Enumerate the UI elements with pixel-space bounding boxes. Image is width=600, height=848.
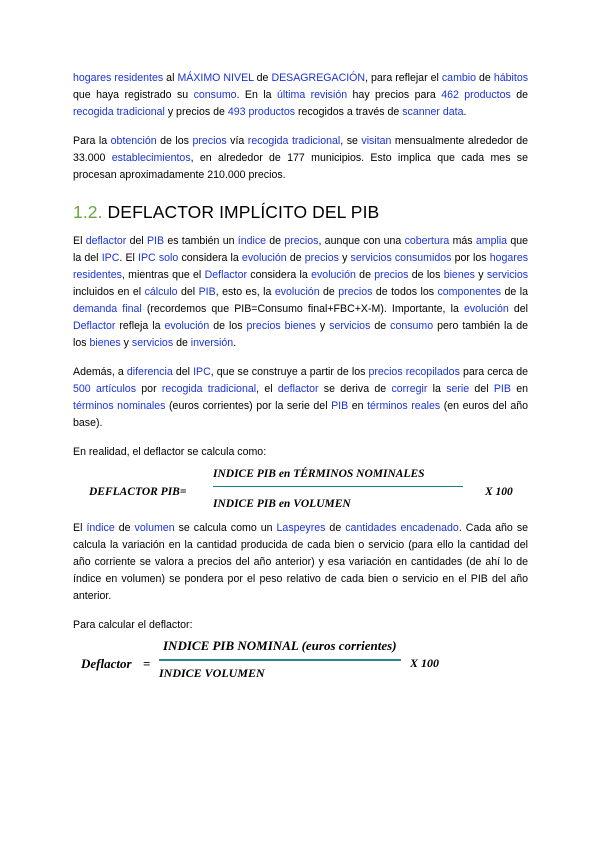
link-cantidades-encadenado[interactable]: cantidades encadenado	[345, 522, 459, 534]
link-ipc[interactable]: IPC	[193, 366, 211, 378]
link-precios[interactable]: precios	[192, 135, 227, 147]
link-scanner-data[interactable]: scanner data	[402, 106, 464, 118]
formula-equals: =	[143, 656, 151, 671]
link-pib[interactable]: PIB	[493, 383, 511, 395]
link-componentes[interactable]: componentes	[437, 286, 502, 298]
spacer	[73, 461, 528, 468]
link-ultima-revision[interactable]: última revisión	[276, 89, 348, 101]
spacer	[73, 605, 528, 617]
spacer	[73, 352, 528, 364]
paragraph-1: hogares residentes al MÁXIMO NIVEL de DESAGREGACIÓN, para reflejar el cambio de hábitos que haya registrado su consumo. En la última revisión hay precios para 462 productos de recogida tradicional y precios de 493 productos recogidos a través de scanner data.	[73, 72, 529, 118]
link-evolucion[interactable]: evolución	[463, 303, 509, 315]
link-desagregacion[interactable]: DESAGREGACIÓN	[271, 72, 366, 84]
link-ipc[interactable]: IPC	[101, 252, 120, 264]
formula-multiplier: X 100	[485, 486, 513, 498]
paragraph-7: Para calcular el deflactor:	[73, 619, 193, 631]
formula-label: DEFLACTOR PIB=	[89, 486, 187, 498]
formula-numerator: INDICE PIB NOMINAL (euros corrientes)	[163, 638, 397, 653]
link-493-productos[interactable]: 493 productos	[227, 106, 296, 118]
fraction-line	[213, 486, 463, 487]
link-hogares-residentes[interactable]: hogares residentes	[73, 252, 529, 281]
link-recogida-tradicional[interactable]: recogida tradicional	[161, 383, 257, 395]
link-deflactor[interactable]: deflactor	[277, 383, 319, 395]
paragraph-6: El índice de volumen se calcula como un Laspeyres de cantidades encadenado. Cada año se calcula la variación en la cantidad producida de cada bien o servicio (para ello la cantidad del año corriente se valora a precios del año anterior) y esa variación en cantidades (de ahí lo de índice en volumen) se pondera por el peso relativo de cada bien o servicio en el PIB del año anterior.	[73, 522, 529, 602]
link-recogida-tradicional[interactable]: recogida tradicional	[73, 106, 165, 118]
link-servicios[interactable]: servicios	[329, 320, 371, 332]
document-page	[73, 70, 528, 686]
link-maximo-nivel[interactable]: MÁXIMO NIVEL	[177, 72, 254, 84]
link-calculo[interactable]: cálculo	[144, 286, 178, 298]
formula-denominator: INDICE PIB en VOLUMEN	[213, 498, 351, 510]
link-precios-bienes[interactable]: precios bienes	[246, 320, 316, 332]
link-deflactor[interactable]: deflactor	[85, 235, 127, 247]
paragraph-3: El deflactor del PIB es también un índice de precios, aunque con una cobertura más amplia que la del IPC. El IPC solo considera la evolución de precios y servicios consumidos por los hogares residentes, mientras que el Deflactor considera la evolución de precios de los bienes y servicios incluidos en el cálculo del PIB, esto es, la evolución de precios de todos los componentes de la demanda final (recordemos que PIB=Consumo final+FBC+X-M). Importante, la evolución del Deflactor refleja la evolución de los precios bienes y servicios de consumo pero también la de los bienes y servicios de inversión.	[73, 235, 529, 349]
paragraph-2: Para la obtención de los precios vía recogida tradicional, se visitan mensualmente alrededor de 33.000 establecimientos, en alrededor de 177 municipios. Esto implica que cada mes se procesan aproximadamente 210.000 precios.	[73, 135, 528, 181]
link-cobertura[interactable]: cobertura	[404, 235, 450, 247]
link-evolucion[interactable]: evolución	[274, 286, 320, 298]
link-precios-recopilados[interactable]: precios recopilados	[368, 366, 460, 378]
paragraph-4: Además, a diferencia del IPC, que se construye a partir de los precios recopilados para cerca de 500 artículos por recogida tradicional, el deflactor se deriva de corregir la serie del PIB en términos nominales (euros corrientes) por la serie del PIB en términos reales (en euros del año base).	[73, 366, 529, 429]
link-ipc[interactable]: IPC	[138, 252, 156, 264]
link-habitos[interactable]: hábitos	[493, 72, 529, 84]
link-indice[interactable]: índice	[86, 522, 115, 534]
link-precios[interactable]: precios	[338, 286, 373, 298]
spacer	[73, 184, 528, 202]
heading-number: 1.2.	[73, 202, 103, 222]
link-bienes[interactable]: bienes	[89, 337, 121, 349]
link-cambio[interactable]: cambio	[441, 72, 477, 84]
link-evolucion[interactable]: evolución	[311, 269, 356, 281]
link-bienes[interactable]: bienes	[443, 269, 475, 281]
link-amplia[interactable]: amplia	[475, 235, 508, 247]
link-precios[interactable]: precios	[374, 269, 409, 281]
fraction-line	[159, 659, 401, 661]
formula-label: Deflactor	[81, 656, 132, 671]
link-consumo[interactable]: consumo	[390, 320, 434, 332]
formula-deflactor-pib	[73, 468, 528, 520]
link-obtencion[interactable]: obtención	[110, 135, 157, 147]
link-diferencia[interactable]: diferencia	[126, 366, 173, 378]
link-servicios-consumidos[interactable]: servicios consumidos	[350, 252, 452, 264]
link-evolucion[interactable]: evolución	[241, 252, 287, 264]
link-precios[interactable]: precios	[304, 252, 339, 264]
link-pib[interactable]: PIB	[146, 235, 165, 247]
link-500-articulos[interactable]: 500 artículos	[73, 383, 136, 395]
link-demanda-final[interactable]: demanda final	[73, 303, 142, 315]
spacer	[73, 432, 528, 444]
formula-multiplier: X 100	[410, 656, 440, 670]
link-pib[interactable]: PIB	[198, 286, 216, 298]
link-volumen[interactable]: volumen	[134, 522, 175, 534]
link-corregir[interactable]: corregir	[391, 383, 428, 395]
formula-deflactor	[73, 638, 528, 686]
link-462-productos[interactable]: 462 productos	[441, 89, 511, 101]
link-deflactor[interactable]: Deflactor	[204, 269, 247, 281]
link-servicios[interactable]: servicios	[131, 337, 174, 349]
spacer	[73, 121, 528, 133]
link-terminos-reales[interactable]: términos reales	[367, 400, 441, 412]
link-inversion[interactable]: inversión	[190, 337, 234, 349]
link-servicios[interactable]: servicios	[486, 269, 529, 281]
link-laspeyres[interactable]: Laspeyres	[276, 522, 326, 534]
link-evolucion[interactable]: evolución	[164, 320, 210, 332]
heading-title: DEFLACTOR IMPLÍCITO DEL PIB	[102, 202, 380, 222]
link-indice[interactable]: índice	[237, 235, 267, 247]
link-visitan[interactable]: visitan	[361, 135, 392, 147]
link-consumo[interactable]: consumo	[193, 89, 237, 101]
formula-denominator: INDICE VOLUMEN	[159, 666, 265, 680]
spacer	[73, 223, 528, 233]
section-heading	[73, 202, 528, 223]
formula-numerator: INDICE PIB en TÉRMINOS NOMINALES	[213, 468, 425, 480]
link-pib[interactable]: PIB	[331, 400, 349, 412]
paragraph-5: En realidad, el deflactor se calcula como:	[73, 446, 267, 458]
link-solo[interactable]: solo	[158, 252, 179, 264]
link-hogares-residentes[interactable]: hogares residentes	[73, 72, 164, 84]
link-precios[interactable]: precios	[284, 235, 319, 247]
link-recogida-tradicional[interactable]: recogida tradicional	[247, 135, 341, 147]
link-terminos-nominales[interactable]: términos nominales	[73, 400, 166, 412]
link-establecimientos[interactable]: establecimientos	[111, 152, 191, 164]
link-serie[interactable]: serie	[446, 383, 470, 395]
link-deflactor[interactable]: Deflactor	[73, 320, 116, 332]
